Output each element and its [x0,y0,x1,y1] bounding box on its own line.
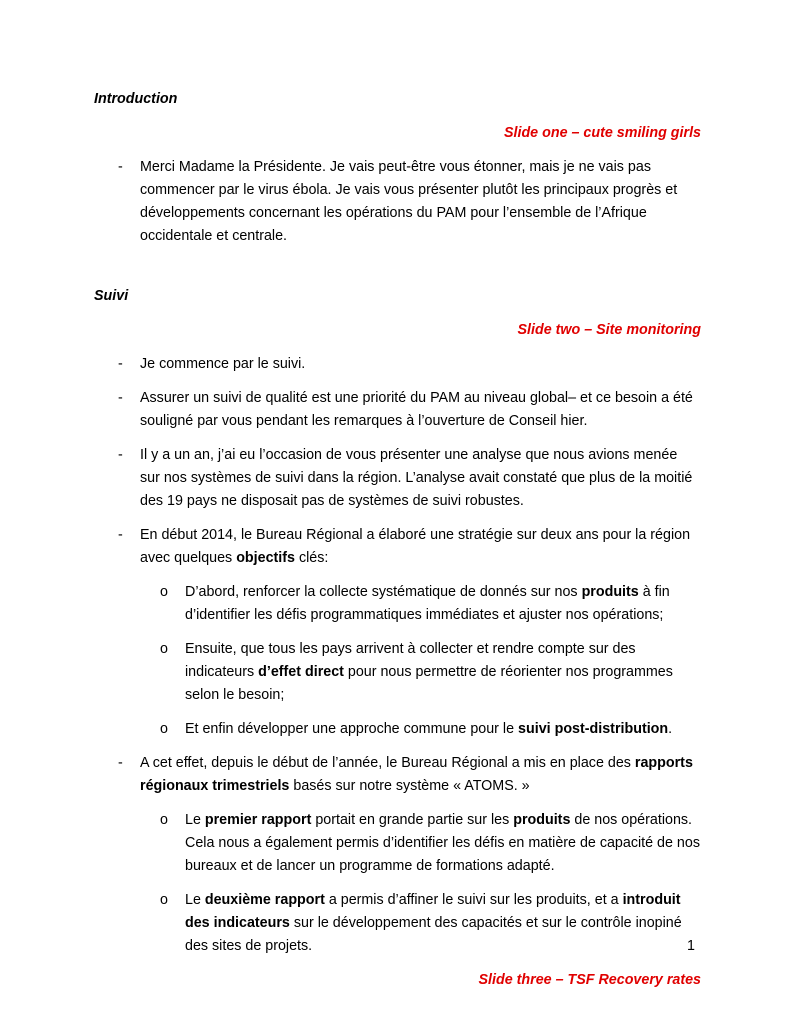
bold-text-run: produits [513,812,571,828]
text-run: Il y a un an, j’ai eu l’occasion de vous présenter une analyse que nous avions menée sur nos systèmes de suivi dans la région. L’analyse avait constaté que plus de la moitié des 19 pays ne disposait pas de systèmes de suivi robustes. [140,447,693,509]
bold-text-run: produits [581,584,639,600]
text-run: D’abord, renforcer la collecte systématique de donnés sur nos [185,584,582,600]
bullet-text [185,718,701,741]
text-run: sur le développement des capacités et sur le contrôle inopiné des sites de projets. [185,915,682,954]
text-run: Merci Madame la Présidente. Je vais peut-être vous étonner, mais je ne vais pas commencer par le virus ébola. Je vais vous présenter plutôt les principaux progrès et développements concernant les opérations du PAM pour l’ensemble de l’Afrique occidentale et centrale. [140,159,678,244]
bullet-item [94,444,701,513]
text-run: pour nous permettre de réorienter nos programmes selon le besoin; [185,664,673,703]
text-run: Je commence par le suivi. [140,356,306,372]
bullet-text [185,809,701,878]
bold-text-run: rapports régionaux trimestriels [140,755,693,794]
text-run: à fin d’identifier les défis programmatiques immédiates et ajuster nos opérations; [185,584,670,623]
text-run: . [668,721,673,737]
slide-cue [94,122,701,145]
dash-marker: - [118,159,123,175]
circle-marker: o [160,584,168,600]
bold-text-run: premier rapport [204,812,312,828]
bold-text-run: d’effet direct [258,664,344,680]
dash-marker: - [118,447,123,463]
bullet-text [140,387,701,433]
dash-marker: - [118,527,123,543]
sub-bullet-item [94,809,701,878]
bullet-item [94,156,701,248]
bullet-text [140,752,701,798]
dash-marker: - [118,755,123,771]
sub-bullet-item [94,581,701,627]
text-run: Slide two – Site monitoring [517,322,701,338]
sub-bullet-item [94,718,701,741]
circle-marker: o [160,721,168,737]
bold-text-run: deuxième rapport [204,892,325,908]
section-heading [94,285,701,308]
text-run: Le [185,892,205,908]
text-run: basés sur notre système « ATOMS. » [289,778,530,794]
document-body [94,88,701,1003]
text-run: Suivi [94,288,129,304]
text-run: a permis d’affiner le suivi sur les produits, et a [324,892,623,908]
bold-text-run: objectifs [236,550,295,566]
page-number: 1 [687,938,695,954]
bullet-item [94,752,701,798]
sub-bullet-item [94,638,701,707]
circle-marker: o [160,892,168,908]
section-heading [94,88,701,111]
dash-marker: - [118,356,123,372]
slide-cue [94,969,701,992]
text-run: Et enfin développer une approche commune pour le [185,721,519,737]
bullet-text [140,353,701,376]
sub-bullet-item [94,889,701,958]
dash-marker: - [118,390,123,406]
text-run: Slide one – cute smiling girls [503,125,701,141]
bullet-text [140,524,701,570]
bold-text-run: suivi post-distribution [518,721,669,737]
bullet-text [185,889,701,958]
bullet-text [185,638,701,707]
circle-marker: o [160,812,168,828]
slide-cue [94,319,701,342]
text-run: Ensuite, que tous les pays arrivent à collecter et rendre compte sur des indicateurs [185,641,636,680]
bullet-text [140,444,701,513]
circle-marker: o [160,641,168,657]
text-run: clés: [294,550,329,566]
text-run: En début 2014, le Bureau Régional a élaboré une stratégie sur deux ans pour la région avec quelques [140,527,691,566]
bullet-text [185,581,701,627]
text-run: Assurer un suivi de qualité est une priorité du PAM au niveau global– et ce besoin a été souligné par vous pendant les remarques à l’ouverture de Conseil hier. [140,390,693,429]
text-run: de nos opérations. Cela nous a également permis d’identifier les défis en matière de capacité de nos bureaux et de lancer un programme de formations adapté. [185,812,700,874]
text-run: Le [185,812,205,828]
text-run: portait en grande partie sur les [311,812,514,828]
bullet-text [140,156,701,248]
bullet-item [94,387,701,433]
bullet-item [94,524,701,570]
text-run: Introduction [94,91,178,107]
bullet-item [94,353,701,376]
text-run: Slide three – TSF Recovery rates [478,972,701,988]
bold-text-run: introduit des indicateurs [185,892,681,931]
text-run: A cet effet, depuis le début de l’année, le Bureau Régional a mis en place des [140,755,635,771]
